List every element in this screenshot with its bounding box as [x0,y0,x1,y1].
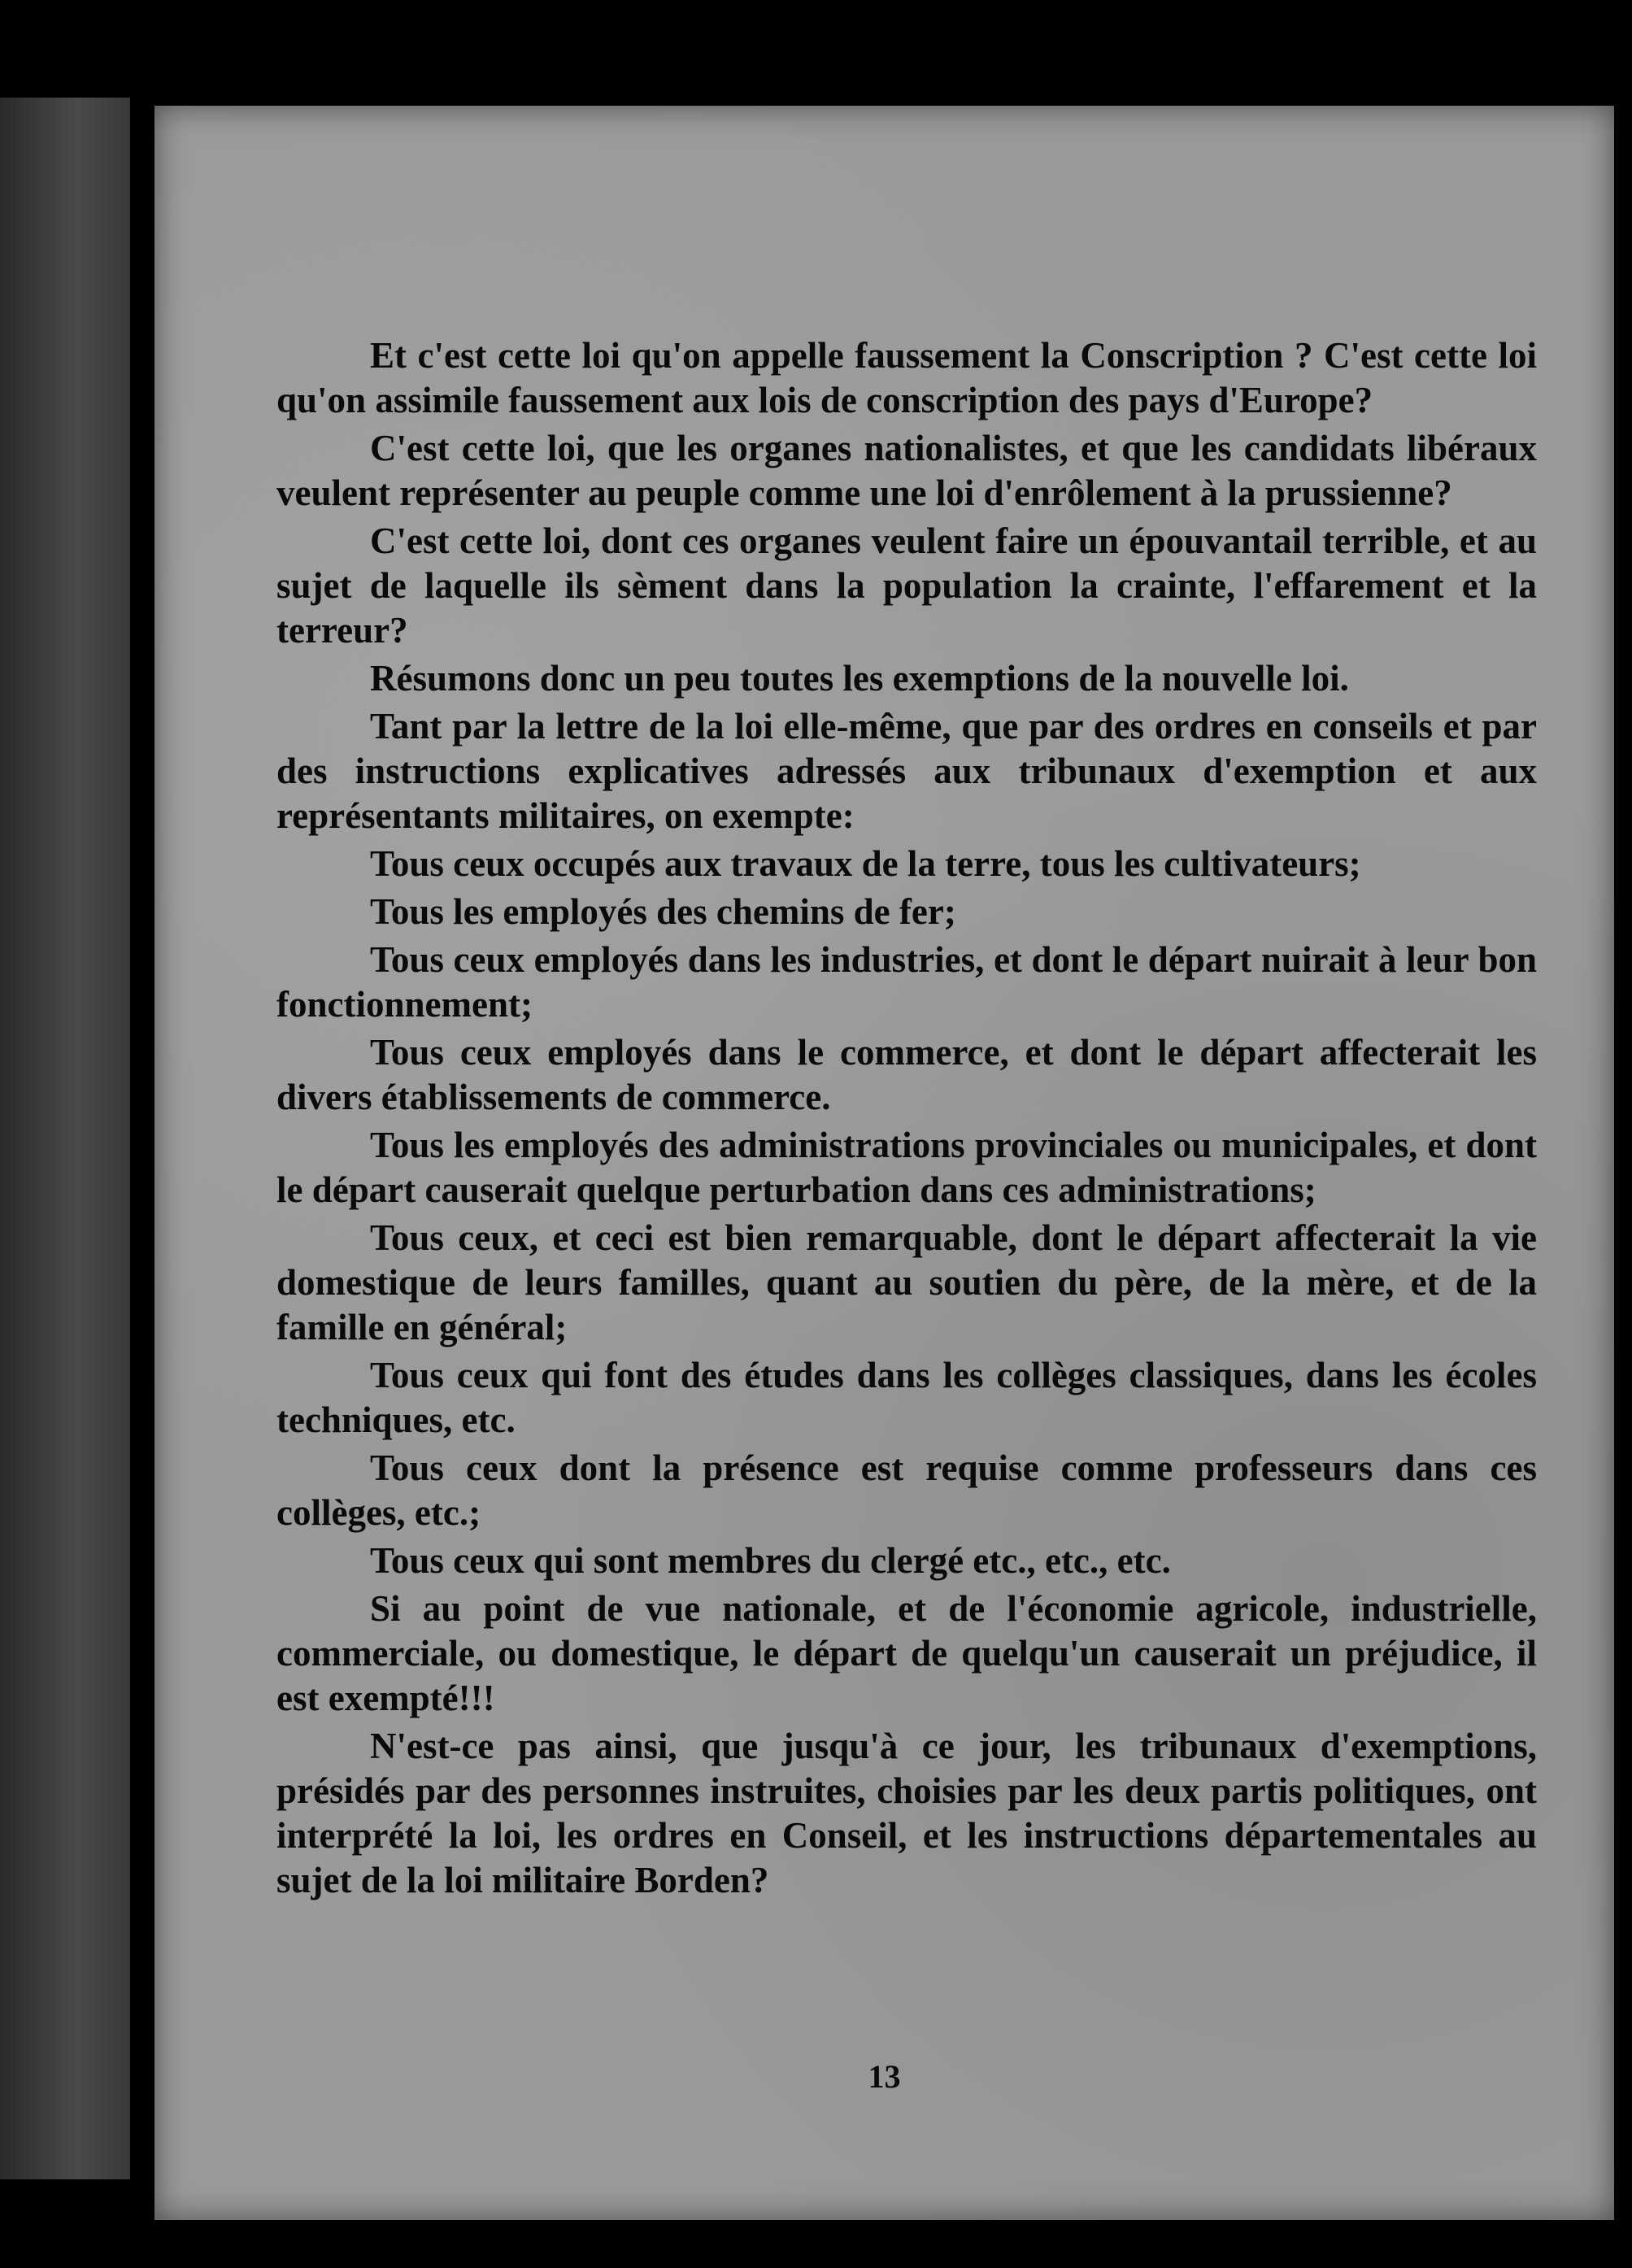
paragraph: Tous ceux, et ceci est bien remarquable, dont le départ affecterait la vie domestique de leurs familles, quant au soutien du père, de la mère, et de la famille en général; [276,1217,1537,1347]
paragraph: Tous ceux occupés aux travaux de la terre, tous les cultivateurs; [370,843,1361,884]
paragraph-text: C'est cette loi, que les organes nationalistes, et que les candidats libéraux veulent représenter au peuple comme une loi d' [276,428,1537,513]
paragraph: Si au point de vue nationale, et de l'économie agricole, industrielle, commerciale, ou domestique, le départ de quelqu'un causerait un préjudice, il est exempté!!! [276,1588,1537,1718]
adjacent-page-edge [0,98,130,2179]
paragraph: Tous ceux employés dans le commerce, et dont le départ affecterait les divers établissements de commerce. [276,1032,1537,1117]
paragraph: Tant par la lettre de la loi elle-même, que par des ordres en conseils et par des instructions explicatives adressés aux tribunaux d'exemption et aux représentants militaires, on exempte: [276,706,1537,836]
paragraph: N'est-ce pas ainsi, que jusqu'à ce jour, les tribunaux d'exemptions, présidés par des personnes instruites, choisies par les deux partis politiques, ont interprété la loi, les ordres en Conseil, et les instructions départementales au sujet de la loi militaire Borden? [276,1726,1537,1900]
paragraph: C'est cette loi, dont ces organes veulent faire un épouvantail terrible, et au sujet de laquelle ils sèment dans la population la crainte, l'effarement et la terreur? [276,520,1537,651]
document-page [154,106,1614,2220]
page-number: 13 [868,2058,901,2095]
emphasis-enrolement: enrôlement à la prussienne? [1014,472,1452,513]
paragraph: Tous ceux qui sont membres du clergé etc., etc., etc. [370,1540,1171,1581]
paragraph: Tous les employés des administrations provinciales ou municipales, et dont le départ causerait quelque perturbation dans ces administrations; [276,1125,1537,1210]
paragraph [276,426,1537,516]
paragraph: Tous ceux qui font des études dans les collèges classiques, dans les écoles techniques, etc. [276,1355,1537,1440]
paragraph: Tous ceux employés dans les industries, et dont le départ nuirait à leur bon fonctionnement; [276,939,1537,1025]
paragraph [276,333,1537,423]
paragraph: Tous les employés des chemins de fer; [370,891,956,932]
emphasis-conscription: Conscription ? [1080,335,1313,376]
paragraph: Résumons donc un peu toutes les exemptions de la nouvelle loi. [370,658,1349,699]
paragraph: Tous ceux dont la présence est requise comme professeurs dans ces collèges, etc.; [276,1447,1537,1533]
paragraph-text: C'est cette loi qu'on assimile faussement aux lois de conscription des pays d'Europe? [276,335,1538,420]
paragraph-text: Et c'est cette loi qu'on appelle faussement la [370,335,1081,376]
body-text [276,333,1537,1906]
